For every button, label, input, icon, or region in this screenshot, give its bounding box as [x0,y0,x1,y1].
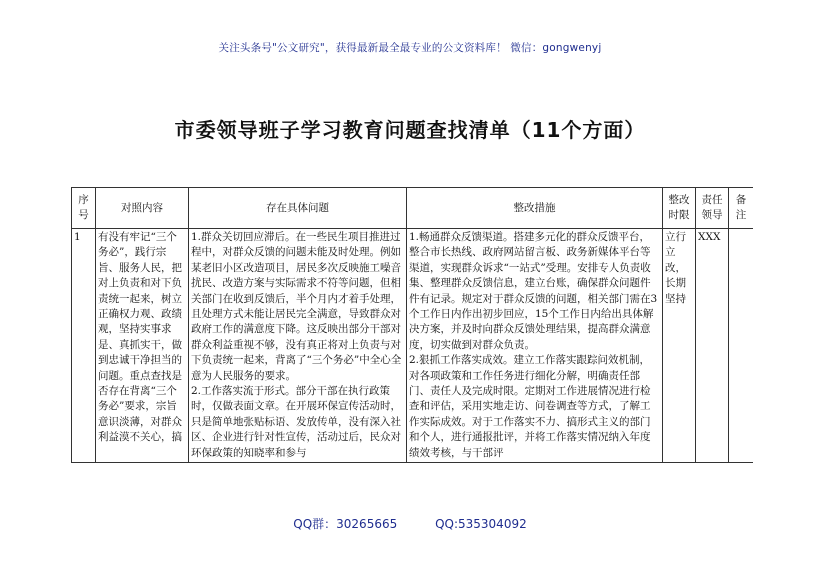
cell-no: 1 [72,229,96,463]
header-problems: 存在具体问题 [189,188,407,229]
footer-contact [0,515,820,532]
footer-qq: QQ:535304092 [435,517,527,531]
problem-list-table [71,187,753,463]
cell-deadline: 立行立改，长期坚持 [663,229,696,463]
cell-leader: XXX [696,229,729,463]
header-content: 对照内容 [96,188,189,229]
header-no: 序号 [72,188,96,229]
header-promo-note: 关注头条号"公文研究"，获得最新最全最专业的公文资料库！ 微信：gongwenyj [218,42,602,54]
header-deadline: 整改时限 [663,188,696,229]
cell-problems: 1.群众关切回应滞后。在一些民生项目推进过程中，对群众反馈的问题未能及时处理。例如某老旧小区改造项目，居民多次反映施工噪音扰民、改造方案与实际需求不符等问题，但相关部门在收到反馈后，半个月内才着手处理，且处理方式未能让居民完全满意，导致群众对政府工作的满意度下降。这反映出部分干部对群众利益重视不够，没有真正将对上负责与对下负责统一起来，背离了“三个务必”中全心全意为人民服务的要求。 2.工作落实流于形式。部分干部在执行政策时，仅做表面文章。在开展环保宣传活动时，只是简单地张贴标语、发放传单，没有深入社区、企业进行针对性宣传，活动过后，民众对环保政策的知晓率和参与 [189,229,407,463]
cell-note [729,229,754,463]
table-row [72,229,754,463]
problem-list-table-viewport [71,187,753,487]
table-header-row [72,188,754,229]
cell-measures: 1.畅通群众反馈渠道。搭建多元化的群众反馈平台，整合市长热线、政府网站留言板、政务新媒体平台等渠道，实现群众诉求“一站式”受理。安排专人负责收集、整理群众反馈信息，建立台账，确保群众问题件件有记录。规定对于群众反馈的问题，相关部门需在3个工作日内作出初步回应，15个工作日内给出具体解决方案，并及时向群众反馈处理结果，提高群众满意度，切实做到对群众负责。 2.狠抓工作落实成效。建立工作落实跟踪问效机制，对各项政策和工作任务进行细化分解，明确责任部门、责任人及完成时限。定期对工作进展情况进行检查和评估，采用实地走访、问卷调查等方式，了解工作实际成效。对于工作落实不力、搞形式主义的部门和个人，进行通报批评，并将工作落实情况纳入年度绩效考核，与干部评 [407,229,663,463]
cell-content: 有没有牢记“三个务必”，践行宗旨、服务人民，把对上负责和对下负责统一起来，树立正确权力观、政绩观，坚持实事求是、真抓实干，做到忠诚干净担当的问题。重点查找是否存在背离“三个务必”要求，宗旨意识淡薄，对群众利益漠不关心，搞 [96,229,189,463]
header-leader: 责任领导 [696,188,729,229]
header-measures: 整改措施 [407,188,663,229]
footer-qq-group: QQ群：30265665 [293,517,398,531]
header-note: 备注 [729,188,754,229]
document-title: 市委领导班子学习教育问题查找清单（11个方面） [174,118,646,142]
